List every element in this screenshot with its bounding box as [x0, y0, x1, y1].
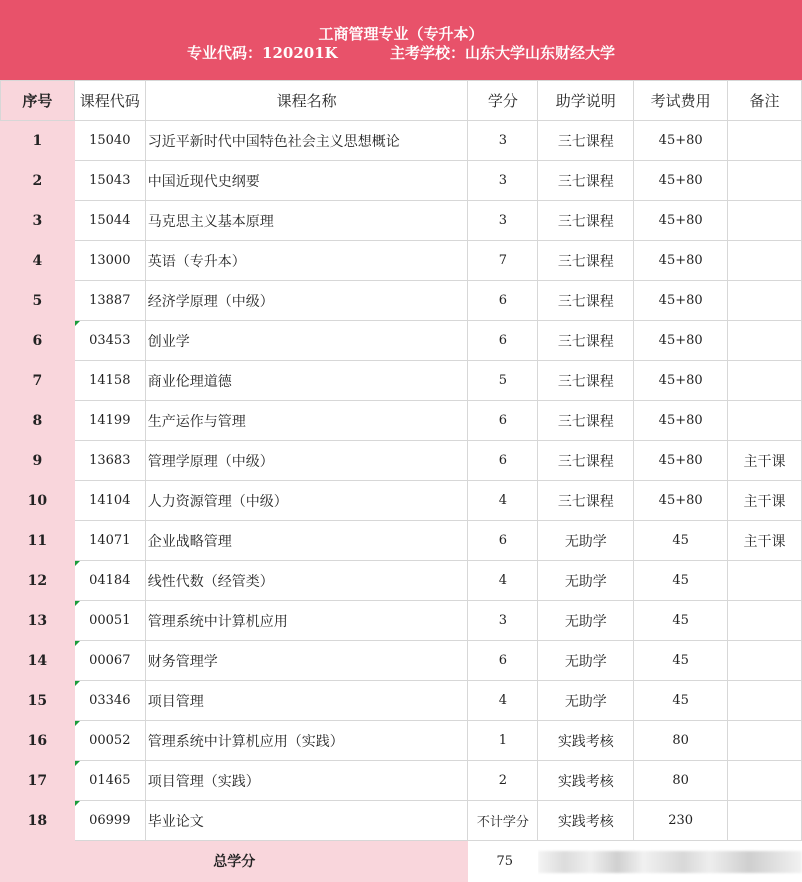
course-code: 14199 — [89, 413, 131, 428]
cell-comment-marker-icon — [75, 761, 80, 766]
row-no: 16 — [27, 732, 48, 749]
course-code-cell — [74, 121, 145, 161]
row-no-cell — [1, 601, 75, 641]
course-name: 管理系统中计算机应用 — [147, 613, 288, 630]
exam-fee: 45 — [672, 613, 689, 628]
aid-type-cell — [538, 601, 634, 641]
course-code: 14158 — [89, 373, 131, 388]
row-no-cell — [1, 761, 75, 801]
blurred-watermark — [538, 841, 802, 882]
exam-fee: 45 — [672, 693, 689, 708]
row-no: 9 — [32, 452, 43, 469]
credit-cell — [468, 681, 538, 721]
aid-type: 三七课程 — [557, 173, 614, 190]
note-cell — [728, 161, 802, 201]
course-name-cell — [145, 241, 468, 281]
aid-type-cell — [538, 321, 634, 361]
credit-cell — [468, 201, 538, 241]
note-cell — [728, 481, 802, 521]
table-row — [1, 201, 802, 241]
row-no: 11 — [27, 532, 48, 549]
credit: 3 — [498, 133, 508, 148]
exam-fee: 45+80 — [658, 213, 703, 228]
aid-type-cell — [538, 641, 634, 681]
aid-type: 三七课程 — [557, 373, 614, 390]
course-name: 经济学原理（中级） — [147, 293, 274, 310]
course-code: 00051 — [89, 613, 131, 628]
course-name: 习近平新时代中国特色社会主义思想概论 — [147, 133, 400, 150]
row-no: 4 — [32, 252, 43, 269]
aid-type-cell — [538, 361, 634, 401]
col-header-credit: 学分 — [468, 81, 538, 121]
credit: 5 — [498, 373, 508, 388]
exam-fee: 45+80 — [658, 413, 703, 428]
course-code: 14104 — [89, 493, 131, 508]
cell-comment-marker-icon — [75, 601, 80, 606]
course-code: 01465 — [89, 773, 131, 788]
credit-cell — [468, 521, 538, 561]
aid-type-cell — [538, 121, 634, 161]
exam-fee: 45+80 — [658, 293, 703, 308]
credit: 3 — [498, 213, 508, 228]
total-credits-value: 75 — [496, 853, 514, 869]
credit-cell — [468, 241, 538, 281]
course-name-cell — [145, 441, 468, 481]
credit: 4 — [498, 493, 508, 508]
aid-type: 三七课程 — [557, 253, 614, 270]
course-name-cell — [145, 561, 468, 601]
note-cell — [728, 601, 802, 641]
note: 主干课 — [743, 493, 786, 510]
credit-cell — [468, 601, 538, 641]
exam-fee-cell — [634, 161, 728, 201]
course-code-cell — [74, 561, 145, 601]
table-row — [1, 361, 802, 401]
credit: 3 — [498, 173, 508, 188]
course-name-cell — [145, 481, 468, 521]
total-credits-label: 总学分 — [1, 841, 468, 882]
credit: 6 — [498, 453, 508, 468]
course-code: 13000 — [89, 253, 131, 268]
col-header-code: 课程代码 — [74, 81, 145, 121]
exam-fee: 45 — [672, 653, 689, 668]
course-name-cell — [145, 521, 468, 561]
note-cell — [728, 201, 802, 241]
course-name: 人力资源管理（中级） — [147, 493, 288, 510]
credit-cell — [468, 361, 538, 401]
course-code-cell — [74, 401, 145, 441]
note-cell — [728, 641, 802, 681]
aid-type: 三七课程 — [557, 453, 614, 470]
exam-fee: 45+80 — [658, 133, 703, 148]
course-name: 财务管理学 — [147, 653, 218, 670]
row-no: 5 — [32, 292, 43, 309]
cell-comment-marker-icon — [75, 681, 80, 686]
row-no-cell — [1, 641, 75, 681]
credit: 1 — [498, 733, 508, 748]
course-name-cell — [145, 681, 468, 721]
course-name: 马克思主义基本原理 — [147, 213, 274, 230]
row-no: 12 — [27, 572, 48, 589]
col-header-aid: 助学说明 — [538, 81, 634, 121]
page-title: 工商管理专业（专升本） — [318, 25, 484, 43]
aid-type: 无助学 — [564, 573, 607, 590]
course-code: 03346 — [89, 693, 131, 708]
credit: 4 — [498, 573, 508, 588]
exam-fee-cell — [634, 481, 728, 521]
row-no: 3 — [32, 212, 43, 229]
aid-type-cell — [538, 401, 634, 441]
row-no-cell — [1, 721, 75, 761]
row-no: 10 — [27, 492, 48, 509]
row-no: 7 — [32, 372, 43, 389]
credit-cell — [468, 121, 538, 161]
exam-fee-cell — [634, 281, 728, 321]
course-code: 14071 — [89, 533, 131, 548]
exam-fee-cell — [634, 521, 728, 561]
course-code: 06999 — [89, 813, 131, 828]
course-table — [0, 80, 802, 882]
cell-comment-marker-icon — [75, 721, 80, 726]
col-header-fee: 考试费用 — [634, 81, 728, 121]
table-row — [1, 641, 802, 681]
course-code-cell — [74, 241, 145, 281]
course-code: 15044 — [89, 213, 131, 228]
course-name: 中国近现代史纲要 — [147, 173, 260, 190]
course-code-cell — [74, 161, 145, 201]
course-code-cell — [74, 681, 145, 721]
exam-fee-cell — [634, 401, 728, 441]
row-no: 2 — [32, 172, 43, 189]
aid-type-cell — [538, 521, 634, 561]
row-no: 8 — [32, 412, 43, 429]
row-no: 18 — [27, 812, 48, 829]
course-code-cell — [74, 481, 145, 521]
col-header-no: 序号 — [1, 81, 75, 121]
course-name-cell — [145, 601, 468, 641]
aid-type-cell — [538, 241, 634, 281]
aid-type: 实践考核 — [557, 773, 614, 790]
exam-fee: 230 — [668, 813, 694, 828]
exam-fee-cell — [634, 441, 728, 481]
course-name: 英语（专升本） — [147, 253, 246, 270]
exam-fee: 45 — [672, 573, 689, 588]
course-name-cell — [145, 721, 468, 761]
table-row — [1, 481, 802, 521]
aid-type: 三七课程 — [557, 493, 614, 510]
course-name-cell — [145, 321, 468, 361]
exam-fee-cell — [634, 801, 728, 841]
course-name-cell — [145, 281, 468, 321]
note: 主干课 — [743, 533, 786, 550]
course-name-cell — [145, 361, 468, 401]
note-cell — [728, 121, 802, 161]
row-no-cell — [1, 441, 75, 481]
course-code-cell — [74, 721, 145, 761]
table-row — [1, 561, 802, 601]
exam-school: 主考学校：山东大学山东财经大学 — [389, 44, 615, 62]
table-row — [1, 321, 802, 361]
exam-fee-cell — [634, 761, 728, 801]
row-no-cell — [1, 161, 75, 201]
course-name-cell — [145, 401, 468, 441]
note-cell — [728, 241, 802, 281]
table-header-row — [1, 81, 802, 121]
aid-type-cell — [538, 681, 634, 721]
header-banner — [0, 0, 802, 80]
course-name: 项目管理（实践） — [147, 773, 260, 790]
credit: 6 — [498, 533, 508, 548]
table-row — [1, 441, 802, 481]
aid-type: 无助学 — [564, 693, 607, 710]
credit-cell — [468, 761, 538, 801]
course-code-cell — [74, 601, 145, 641]
credit-cell — [468, 561, 538, 601]
exam-fee: 80 — [672, 733, 689, 748]
credit: 6 — [498, 413, 508, 428]
course-code: 15043 — [89, 173, 131, 188]
course-name: 企业战略管理 — [147, 533, 232, 550]
course-name-cell — [145, 801, 468, 841]
aid-type-cell — [538, 161, 634, 201]
aid-type-cell — [538, 721, 634, 761]
table-row — [1, 121, 802, 161]
note-cell — [728, 561, 802, 601]
cell-comment-marker-icon — [75, 321, 80, 326]
course-name: 管理学原理（中级） — [147, 453, 274, 470]
table-row — [1, 761, 802, 801]
note-cell — [728, 721, 802, 761]
aid-type-cell — [538, 761, 634, 801]
exam-fee: 45+80 — [658, 333, 703, 348]
course-name: 创业学 — [147, 333, 190, 350]
course-name-cell — [145, 761, 468, 801]
course-code: 13887 — [89, 293, 131, 308]
course-name: 管理系统中计算机应用（实践） — [147, 733, 344, 750]
exam-fee-cell — [634, 721, 728, 761]
row-no-cell — [1, 401, 75, 441]
exam-fee-cell — [634, 121, 728, 161]
aid-type-cell — [538, 481, 634, 521]
aid-type: 无助学 — [564, 613, 607, 630]
aid-type: 无助学 — [564, 533, 607, 550]
course-code-cell — [74, 521, 145, 561]
credit-cell — [468, 801, 538, 841]
note-cell — [728, 281, 802, 321]
credit: 不计学分 — [476, 815, 529, 830]
exam-fee-cell — [634, 681, 728, 721]
course-code-cell — [74, 361, 145, 401]
table-row — [1, 161, 802, 201]
course-code: 03453 — [89, 333, 131, 348]
row-no-cell — [1, 121, 75, 161]
exam-fee-cell — [634, 321, 728, 361]
row-no-cell — [1, 481, 75, 521]
credit-cell — [468, 641, 538, 681]
exam-fee: 45+80 — [658, 373, 703, 388]
exam-fee-cell — [634, 601, 728, 641]
course-name-cell — [145, 161, 468, 201]
exam-fee-cell — [634, 361, 728, 401]
row-no-cell — [1, 361, 75, 401]
aid-type: 实践考核 — [557, 733, 614, 750]
col-header-name: 课程名称 — [145, 81, 468, 121]
credit-cell — [468, 281, 538, 321]
row-no: 15 — [27, 692, 48, 709]
credit: 6 — [498, 333, 508, 348]
table-row — [1, 801, 802, 841]
course-name: 项目管理 — [147, 693, 204, 710]
course-code: 13683 — [89, 453, 131, 468]
course-code: 15040 — [89, 133, 131, 148]
exam-fee: 80 — [672, 773, 689, 788]
credit-cell — [468, 401, 538, 441]
course-name: 生产运作与管理 — [147, 413, 246, 430]
row-no-cell — [1, 681, 75, 721]
credit-cell — [468, 721, 538, 761]
course-code-cell — [74, 201, 145, 241]
course-name: 线性代数（经管类） — [147, 573, 274, 590]
exam-fee-cell — [634, 241, 728, 281]
exam-fee-cell — [634, 641, 728, 681]
credit-cell — [468, 321, 538, 361]
table-row — [1, 401, 802, 441]
major-code: 专业代码：120201K — [187, 44, 338, 62]
row-no-cell — [1, 561, 75, 601]
col-header-note: 备注 — [728, 81, 802, 121]
exam-fee: 45+80 — [658, 493, 703, 508]
note-cell — [728, 521, 802, 561]
note: 主干课 — [743, 453, 786, 470]
credit: 6 — [498, 653, 508, 668]
aid-type: 三七课程 — [557, 133, 614, 150]
header-subtitle — [0, 42, 802, 63]
note-cell — [728, 441, 802, 481]
course-code-cell — [74, 321, 145, 361]
course-name-cell — [145, 641, 468, 681]
aid-type: 三七课程 — [557, 213, 614, 230]
aid-type: 三七课程 — [557, 293, 614, 310]
credit-cell — [468, 441, 538, 481]
cell-comment-marker-icon — [75, 641, 80, 646]
aid-type-cell — [538, 201, 634, 241]
note-cell — [728, 321, 802, 361]
note-cell — [728, 761, 802, 801]
aid-type: 无助学 — [564, 653, 607, 670]
row-no-cell — [1, 281, 75, 321]
exam-fee: 45+80 — [658, 253, 703, 268]
row-no: 14 — [27, 652, 48, 669]
credit: 3 — [498, 613, 508, 628]
credit: 7 — [498, 253, 508, 268]
credit: 6 — [498, 293, 508, 308]
credit: 2 — [498, 773, 508, 788]
note-cell — [728, 681, 802, 721]
credit-cell — [468, 161, 538, 201]
note-cell — [728, 401, 802, 441]
exam-fee-cell — [634, 561, 728, 601]
row-no-cell — [1, 241, 75, 281]
aid-type-cell — [538, 801, 634, 841]
course-code-cell — [74, 641, 145, 681]
row-no-cell — [1, 521, 75, 561]
row-no: 6 — [32, 332, 43, 349]
course-name: 商业伦理道德 — [147, 373, 232, 390]
aid-type: 三七课程 — [557, 333, 614, 350]
course-code-cell — [74, 281, 145, 321]
exam-fee-cell — [634, 201, 728, 241]
row-no: 17 — [27, 772, 48, 789]
total-row — [1, 841, 802, 882]
table-row — [1, 681, 802, 721]
exam-fee: 45 — [672, 533, 689, 548]
row-no-cell — [1, 801, 75, 841]
table-row — [1, 721, 802, 761]
row-no: 13 — [27, 612, 48, 629]
table-body — [1, 121, 802, 841]
note-cell — [728, 361, 802, 401]
credit: 4 — [498, 693, 508, 708]
table-row — [1, 241, 802, 281]
credit-cell — [468, 481, 538, 521]
table-row — [1, 281, 802, 321]
row-no: 1 — [32, 132, 43, 149]
course-name-cell — [145, 201, 468, 241]
row-no-cell — [1, 321, 75, 361]
note-cell — [728, 801, 802, 841]
cell-comment-marker-icon — [75, 801, 80, 806]
course-code-cell — [74, 801, 145, 841]
aid-type: 实践考核 — [557, 813, 614, 830]
cell-comment-marker-icon — [75, 561, 80, 566]
aid-type-cell — [538, 441, 634, 481]
course-code: 04184 — [89, 573, 131, 588]
course-code: 00067 — [89, 653, 131, 668]
course-code-cell — [74, 761, 145, 801]
course-code: 00052 — [89, 733, 131, 748]
aid-type: 三七课程 — [557, 413, 614, 430]
exam-fee: 45+80 — [658, 453, 703, 468]
table-row — [1, 521, 802, 561]
course-code-cell — [74, 441, 145, 481]
aid-type-cell — [538, 281, 634, 321]
course-name: 毕业论文 — [147, 813, 204, 830]
course-name-cell — [145, 121, 468, 161]
aid-type-cell — [538, 561, 634, 601]
row-no-cell — [1, 201, 75, 241]
exam-fee: 45+80 — [658, 173, 703, 188]
table-row — [1, 601, 802, 641]
